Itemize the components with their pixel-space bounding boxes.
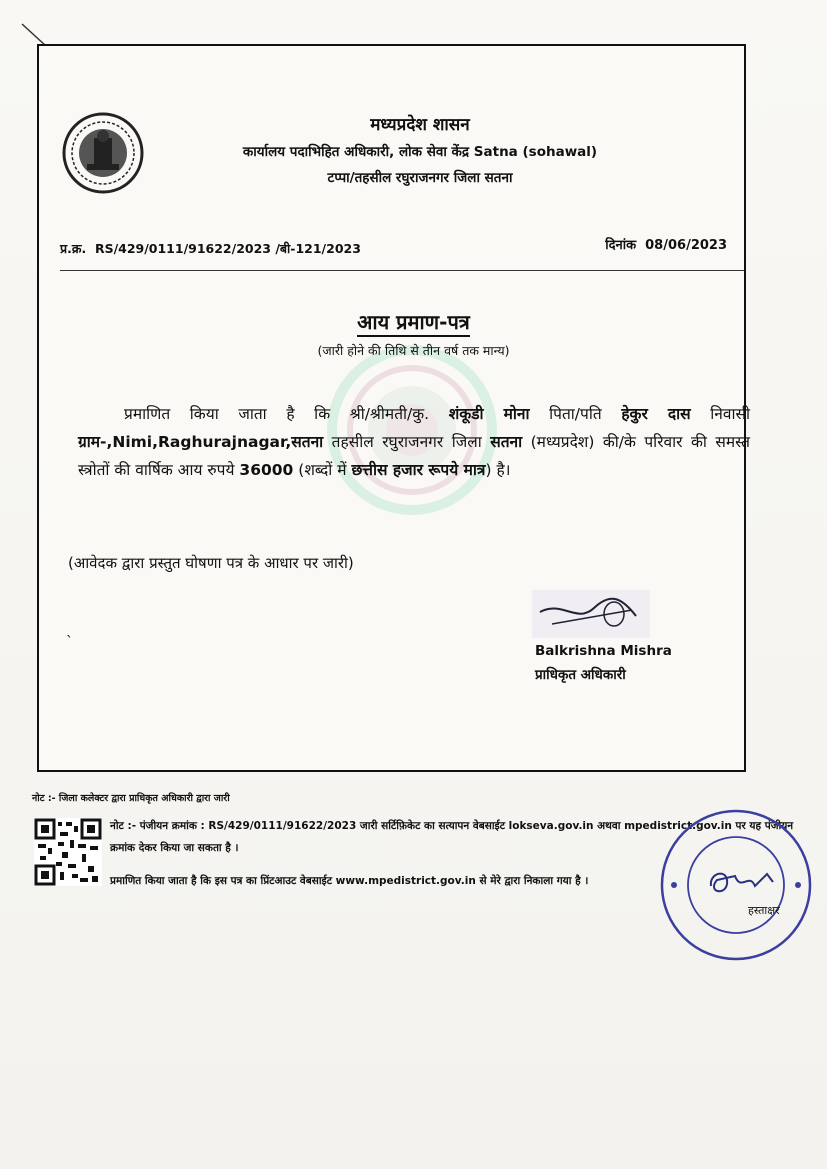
issue-date — [605, 235, 727, 253]
officer-name: Balkrishna Mishra — [535, 643, 672, 659]
signature-label: हस्ताक्षर — [748, 904, 780, 917]
validity-note: (जारी होने की तिथि से तीन वर्ष तक मान्य) — [317, 343, 510, 358]
header-divider — [60, 270, 744, 271]
govt-heading: मध्यप्रदेश शासन — [370, 115, 470, 135]
certificate-body: प्रमाणित किया जाता है कि श्री/श्रीमती/कु. शंकूडी मोना पिता/पति हेकुर दास निवासी ग्राम-,Nimi,Raghurajnagar,सतना तहसील रघुराजनगर जिला सतना (मध्यप्रदेश) की/के परिवार की समस्त स्त्रोतों की वार्षिक आय रुपये 36000 (शब्दों में छत्तीस हजार रूपये मात्र) है। — [78, 405, 751, 479]
printout-note: प्रमाणित किया जाता है कि इस पत्र का प्रिंटआउट वेबसाईट www.mpedistrict.gov.in से मेरे द्वारा निकाला गया है । — [110, 875, 589, 887]
stamp-signature — [701, 862, 781, 902]
government-emblem — [62, 112, 144, 194]
office-heading: कार्यालय पदाभिहित अधिकारी, लोक सेवा केंद्र Satna (sohawal) — [242, 144, 598, 160]
officer-signature — [532, 590, 650, 638]
income-amount: 36000 — [239, 461, 294, 479]
date-label: दिनांक — [605, 238, 637, 253]
income-amount-words: छत्तीस हजार रूपये मात्र — [351, 461, 486, 479]
location-heading: टप्पा/तहसील रघुराजनगर जिला सतना — [327, 170, 513, 186]
collector-note: नोट :- जिला कलेक्टर द्वारा प्राधिकृत अधिकारी द्वारा जारी — [32, 793, 230, 804]
father-name: हेकुर दास — [621, 405, 691, 423]
stray-mark: ˎ — [66, 622, 73, 638]
reference-number — [60, 240, 361, 257]
issue-basis: (आवेदक द्वारा प्रस्तुत घोषणा पत्र के आधार पर जारी) — [68, 554, 354, 572]
officer-block — [535, 639, 672, 687]
qr-code — [34, 818, 102, 886]
certificate-title: आय प्रमाण-पत्र — [0, 308, 827, 335]
applicant-name: शंकूडी मोना — [448, 405, 530, 423]
district-name: सतना — [490, 433, 523, 451]
date-value: 08/06/2023 — [645, 238, 727, 253]
reference-label: प्र.क्र. — [60, 241, 87, 256]
applicant-address: ग्राम-,Nimi,Raghurajnagar,सतना — [78, 433, 324, 451]
verification-note: नोट :- पंजीयन क्रमांक : RS/429/0111/91622/2023 जारी सर्टिफ़िकेट का सत्यापन वेबसाईट lokseva.gov.in अथवा mpedistrict.gov.in पर यह पंजीयन क्रमांक देकर किया जा सकता है । — [110, 820, 794, 854]
officer-designation: प्राधिकृत अधिकारी — [535, 667, 626, 683]
reference-value: RS/429/0111/91622/2023 /बी-121/2023 — [94, 241, 361, 256]
